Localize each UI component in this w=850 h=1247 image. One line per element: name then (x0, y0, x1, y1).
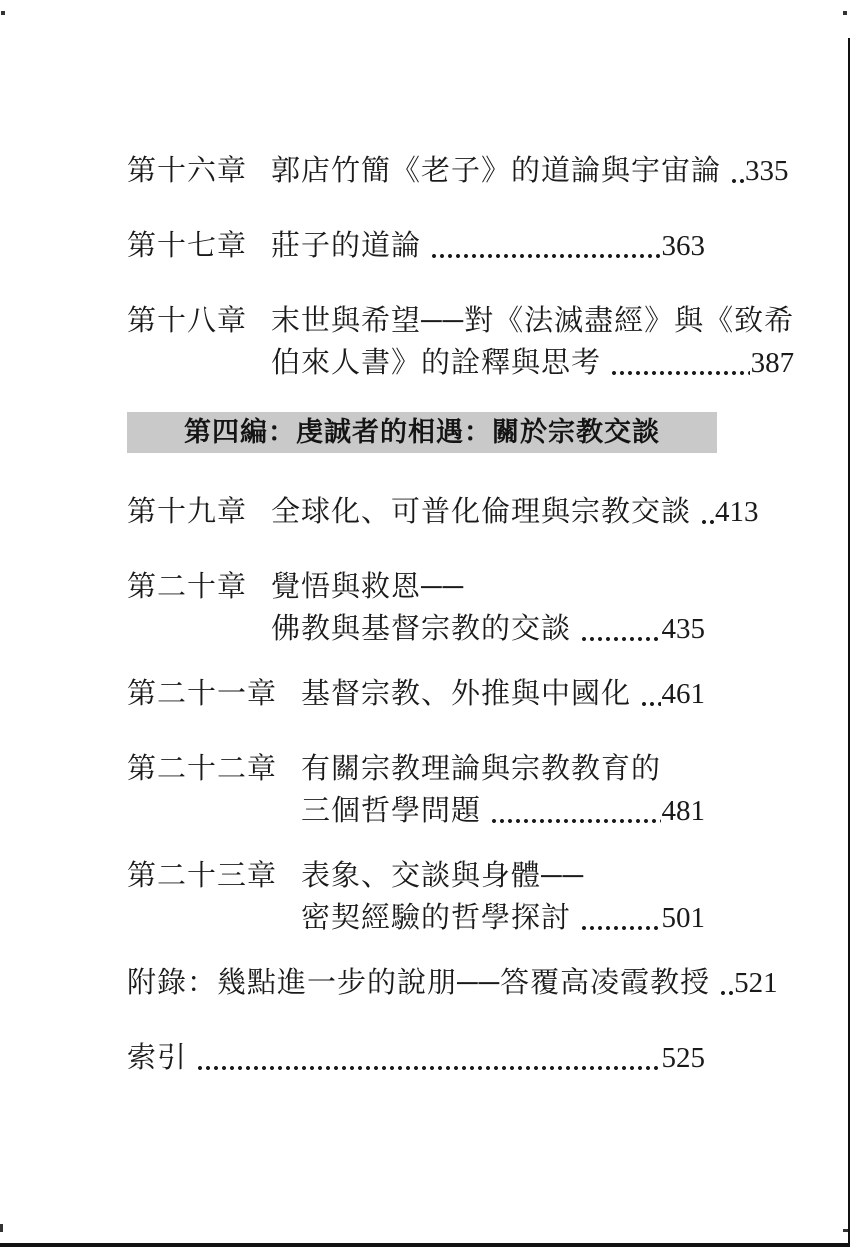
page-number: 413 (715, 496, 759, 528)
scan-edge-line-bottom (0, 1243, 850, 1247)
toc-line (127, 1037, 705, 1079)
toc-line (271, 608, 705, 650)
entry-body (271, 150, 789, 192)
chapter-label: 第十七章 (127, 230, 248, 262)
chapter-title: 表象、交談與身體── (301, 860, 585, 892)
toc-entry (127, 300, 795, 384)
entry-body (271, 566, 705, 650)
section-header: 第四編：虔誠者的相遇：關於宗教交談 (127, 412, 717, 453)
dot-leader (490, 790, 660, 832)
toc-line (301, 790, 705, 832)
dot-leader (580, 608, 660, 650)
toc-line (301, 897, 705, 939)
toc-entry (127, 1037, 705, 1079)
chapter-title: 索引 (127, 1042, 188, 1074)
chapter-title: 佛教與基督宗教的交談 (271, 613, 572, 645)
scan-artifact (843, 11, 847, 15)
chapter-title: 覺悟與救恩── (271, 571, 465, 603)
entry-body (127, 962, 778, 1004)
chapter-title: 末世與希望──對《法滅盡經》與《致希 (271, 305, 795, 337)
page-number: 481 (661, 795, 705, 827)
toc-entry (127, 566, 705, 650)
table-of-contents (127, 150, 795, 1112)
page-number: 525 (661, 1042, 705, 1074)
page-number: 387 (750, 347, 795, 379)
chapter-title: 附錄：幾點進一步的說朋──答覆高凌霞教授 (127, 967, 711, 999)
page-number: 435 (661, 613, 705, 645)
entry-body (271, 225, 705, 267)
scan-artifact (843, 1229, 848, 1232)
entry-body (301, 748, 705, 832)
page-number: 335 (745, 155, 789, 187)
toc-line (271, 491, 759, 533)
chapter-label: 第十九章 (127, 496, 248, 528)
entry-body (301, 673, 705, 715)
chapter-title: 莊子的道論 (271, 230, 422, 262)
toc-line (301, 855, 705, 897)
toc-entry (127, 491, 759, 533)
chapter-title: 密契經驗的哲學探討 (301, 902, 572, 934)
toc-line (301, 673, 705, 715)
entry-body (127, 1037, 705, 1079)
toc-entry (127, 855, 705, 939)
chapter-label: 第二十三章 (127, 860, 278, 892)
chapter-title: 全球化、可普化倫理與宗教交談 (271, 496, 692, 528)
entry-body (271, 300, 794, 384)
toc-line (271, 566, 705, 608)
dot-leader (580, 897, 660, 939)
toc-line (271, 300, 794, 342)
toc-entry (127, 673, 705, 715)
chapter-title: 伯來人書》的詮釋與思考 (271, 347, 602, 379)
chapter-title: 郭店竹簡《老子》的道論與宇宙論 (271, 155, 722, 187)
chapter-title: 三個哲學問題 (301, 795, 482, 827)
scan-artifact (1, 11, 5, 15)
scan-artifact (0, 1224, 3, 1232)
toc-line (301, 748, 705, 790)
page-number: 363 (661, 230, 705, 262)
toc-line (271, 150, 789, 192)
page-number: 461 (661, 678, 705, 710)
toc-entry (127, 225, 705, 267)
dot-leader (700, 491, 714, 533)
chapter-label: 第二十一章 (127, 678, 278, 710)
dot-leader (196, 1037, 660, 1079)
entry-body (301, 855, 705, 939)
chapter-label: 第十八章 (127, 305, 248, 337)
dot-leader (719, 962, 733, 1004)
dot-leader (430, 225, 660, 267)
toc-entry (127, 962, 778, 1004)
toc-line (271, 225, 705, 267)
chapter-label: 第二十二章 (127, 753, 278, 785)
page-number: 521 (734, 967, 778, 999)
dot-leader (610, 342, 750, 384)
entry-body (271, 491, 759, 533)
toc-line (127, 962, 778, 1004)
chapter-label: 第二十章 (127, 571, 248, 603)
page-number: 501 (661, 902, 705, 934)
dot-leader (730, 150, 744, 192)
chapter-title: 基督宗教、外推與中國化 (301, 678, 632, 710)
toc-entry (127, 748, 705, 832)
toc-entry (127, 150, 789, 192)
toc-line (271, 342, 794, 384)
chapter-title: 有關宗教理論與宗教教育的 (301, 753, 662, 785)
chapter-label: 第十六章 (127, 155, 248, 187)
dot-leader (640, 673, 660, 715)
